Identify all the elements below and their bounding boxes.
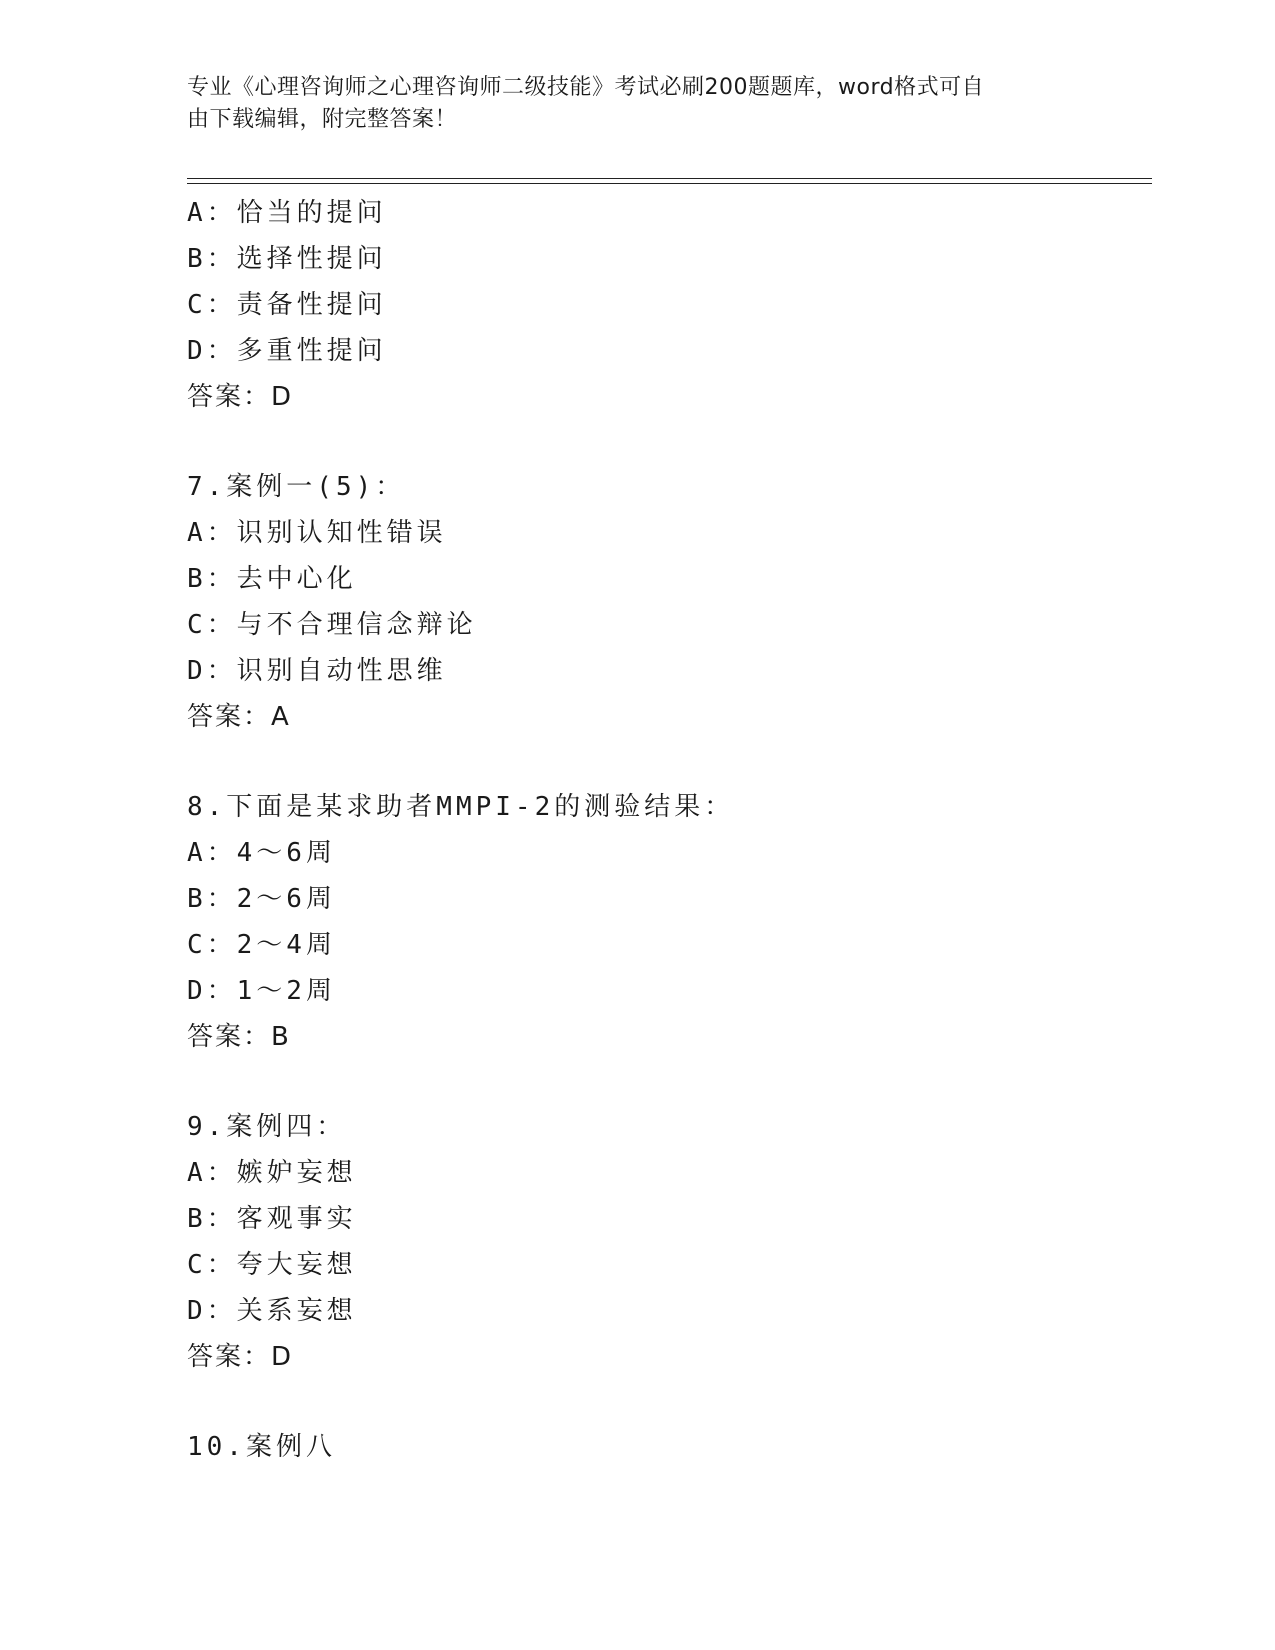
question-title: 7.案例一(5)： bbox=[187, 472, 406, 502]
option-d: D：识别自动性思维 bbox=[187, 656, 447, 686]
header-rule-bottom bbox=[187, 183, 1152, 184]
spacer bbox=[187, 740, 1147, 784]
document-header bbox=[187, 72, 1067, 136]
spacer bbox=[187, 1060, 1147, 1104]
header-line-1: 专业《心理咨询师之心理咨询师二级技能》考试必刷200题题库，word格式可自 bbox=[187, 75, 985, 100]
option-b: B：选择性提问 bbox=[187, 244, 387, 274]
question-title: 8.下面是某求助者MMPI-2的测验结果： bbox=[187, 792, 735, 822]
option-a: A：识别认知性错误 bbox=[187, 518, 447, 548]
header-line-2: 由下载编辑，附完整答案！ bbox=[187, 107, 458, 132]
question-title: 9.案例四： bbox=[187, 1112, 347, 1142]
option-b: B：客观事实 bbox=[187, 1204, 357, 1234]
option-a: A：4～6周 bbox=[187, 838, 336, 868]
answer-line: 答案：D bbox=[187, 382, 294, 412]
spacer bbox=[187, 1380, 1147, 1424]
option-c: C：2～4周 bbox=[187, 930, 336, 960]
option-c: C：与不合理信念辩论 bbox=[187, 610, 477, 640]
answer-line: 答案：B bbox=[187, 1022, 291, 1052]
answer-line: 答案：D bbox=[187, 1342, 294, 1372]
spacer bbox=[187, 420, 1147, 464]
option-d: D：多重性提问 bbox=[187, 336, 387, 366]
answer-line: 答案：A bbox=[187, 702, 291, 732]
question-list bbox=[187, 190, 1147, 1470]
option-b: B：2～6周 bbox=[187, 884, 336, 914]
option-c: C：责备性提问 bbox=[187, 290, 387, 320]
option-b: B：去中心化 bbox=[187, 564, 357, 594]
option-a: A：恰当的提问 bbox=[187, 198, 387, 228]
question-title: 10.案例八 bbox=[187, 1432, 336, 1462]
question-block bbox=[187, 784, 1147, 1060]
option-a: A：嫉妒妄想 bbox=[187, 1158, 357, 1188]
question-block bbox=[187, 190, 1147, 420]
option-d: D：1～2周 bbox=[187, 976, 336, 1006]
question-block bbox=[187, 1104, 1147, 1380]
option-c: C：夸大妄想 bbox=[187, 1250, 357, 1280]
question-block bbox=[187, 464, 1147, 740]
option-d: D：关系妄想 bbox=[187, 1296, 357, 1326]
header-rule-top bbox=[187, 178, 1152, 179]
